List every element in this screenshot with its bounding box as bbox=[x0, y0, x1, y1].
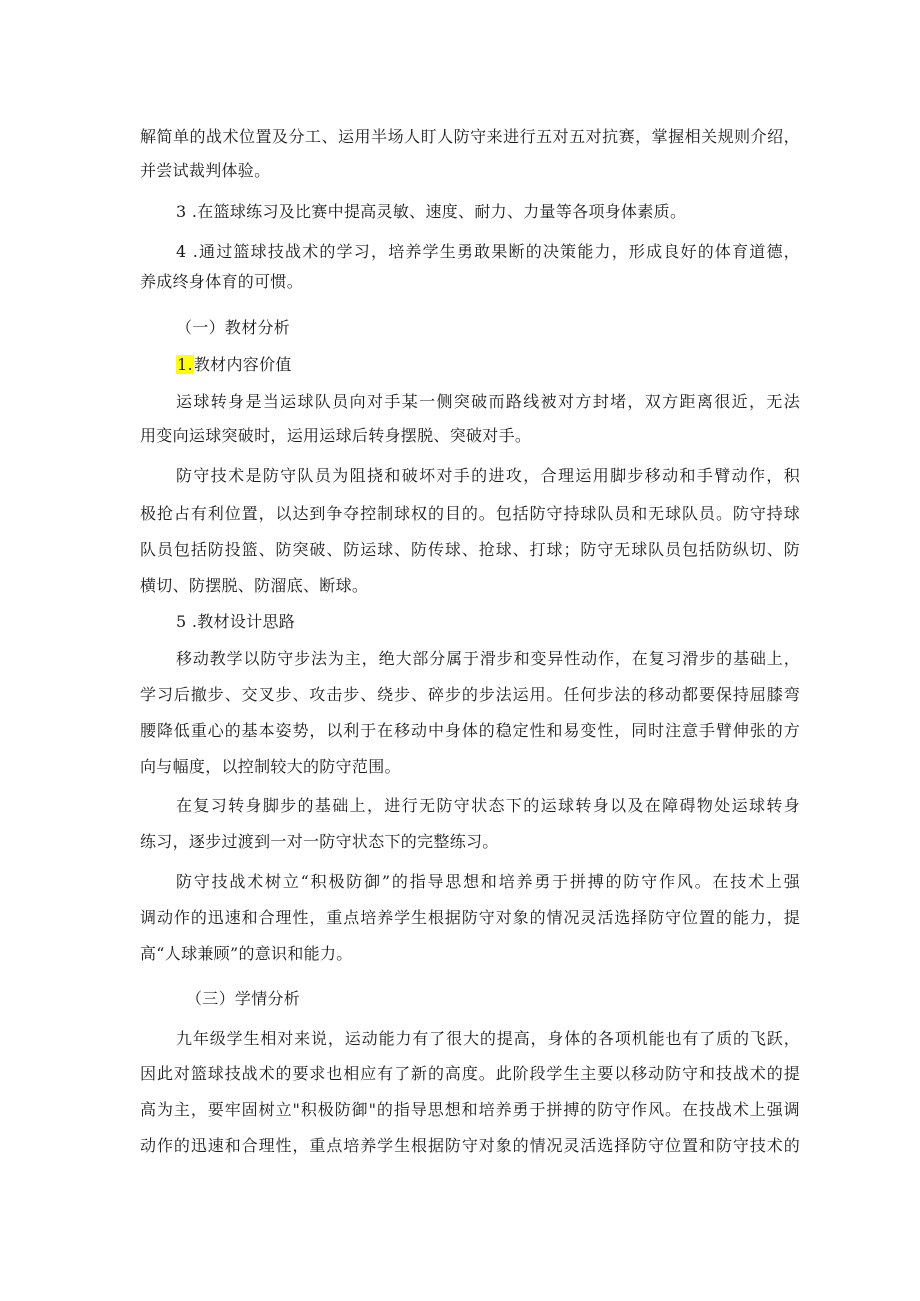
paragraph-line: 横切、防摆脱、防溜底、断球。 bbox=[140, 576, 369, 595]
paragraph-line: 高为主，要牢固树立"积极防御"的指导思想和培养勇于拼搏的防守作风。在技战术上强调 bbox=[140, 1100, 800, 1119]
list-item-3: 3 .在篮球练习及比赛中提高灵敏、速度、耐力、力量等各项身体素质。 bbox=[176, 202, 687, 221]
paragraph-line: 练习，逐步过渡到一对一防守状态下的完整练习。 bbox=[140, 832, 499, 851]
list-item-4: 4 .通过篮球技战术的学习，培养学生勇敢果断的决策能力，形成良好的体育道德， bbox=[176, 242, 800, 261]
paragraph-line: 高“人球兼顾”的意识和能力。 bbox=[140, 944, 353, 963]
subsection-title: 教材内容价值 bbox=[193, 355, 292, 374]
paragraph-line: 并尝试裁判体验。 bbox=[140, 161, 271, 180]
subsection-heading bbox=[176, 354, 836, 376]
paragraph-line: 队员包括防投篮、防突破、防运球、防传球、抢球、打球；防守无球队员包括防纵切、防 bbox=[140, 540, 800, 559]
paragraph-line: 向与幅度，以控制较大的防守范围。 bbox=[140, 757, 401, 776]
subsection-heading-design: 5 .教材设计思路 bbox=[176, 612, 296, 631]
section-heading-textbook-analysis: （一）教材分析 bbox=[176, 318, 291, 337]
paragraph-line: 动作的迅速和合理性，重点培养学生根据防守对象的情况灵活选择防守位置和防守技术的 bbox=[140, 1136, 800, 1155]
paragraph-line: 用变向运球突破时，运用运球后转身摆脱、突破对手。 bbox=[140, 426, 532, 445]
paragraph-line: 解简单的战术位置及分工、运用半场人盯人防守来进行五对五对抗赛，掌握相关规则介绍， bbox=[140, 127, 800, 146]
highlighted-number: 1. bbox=[177, 355, 193, 374]
paragraph-line: 九年级学生相对来说，运动能力有了很大的提高，身体的各项机能也有了质的飞跃， bbox=[176, 1029, 800, 1048]
paragraph-line: 运球转身是当运球队员向对手某一侧突破而路线被对方封堵，双方距离很近，无法 bbox=[176, 392, 800, 411]
paragraph-line: 防守技术是防守队员为阻挠和破坏对手的进攻，合理运用脚步移动和手臂动作，积 bbox=[176, 466, 800, 485]
paragraph-line: 调动作的迅速和合理性，重点培养学生根据防守对象的情况灵活选择防守位置的能力，提 bbox=[140, 908, 800, 927]
paragraph-line: 养成终身体育的可惯。 bbox=[140, 272, 304, 291]
paragraph-line: 因此对篮球技战术的要求也相应有了新的高度。此阶段学生主要以移动防守和技战术的提 bbox=[140, 1064, 800, 1083]
paragraph-line: 防守技战术树立“积极防御”的指导思想和培养勇于拼搏的防守作风。在技术上强 bbox=[176, 872, 800, 891]
paragraph-line: 学习后撤步、交叉步、攻击步、绕步、碎步的步法运用。任何步法的移动都要保持屈膝弯 bbox=[140, 685, 800, 704]
paragraph-line: 极抢占有利位置，以达到争夺控制球权的目的。包括防守持球队员和无球队员。防守持球 bbox=[140, 504, 800, 523]
paragraph-line: 腰降低重心的基本姿势，以利于在移动中身体的稳定性和易变性，同时注意手臂伸张的方 bbox=[140, 721, 800, 740]
paragraph-line: 移动教学以防守步法为主，绝大部分属于滑步和变异性动作，在复习滑步的基础上， bbox=[176, 649, 800, 668]
section-heading-student-analysis: （三）学情分析 bbox=[186, 989, 301, 1008]
paragraph-line: 在复习转身脚步的基础上，进行无防守状态下的运球转身以及在障碍物处运球转身 bbox=[176, 796, 800, 815]
